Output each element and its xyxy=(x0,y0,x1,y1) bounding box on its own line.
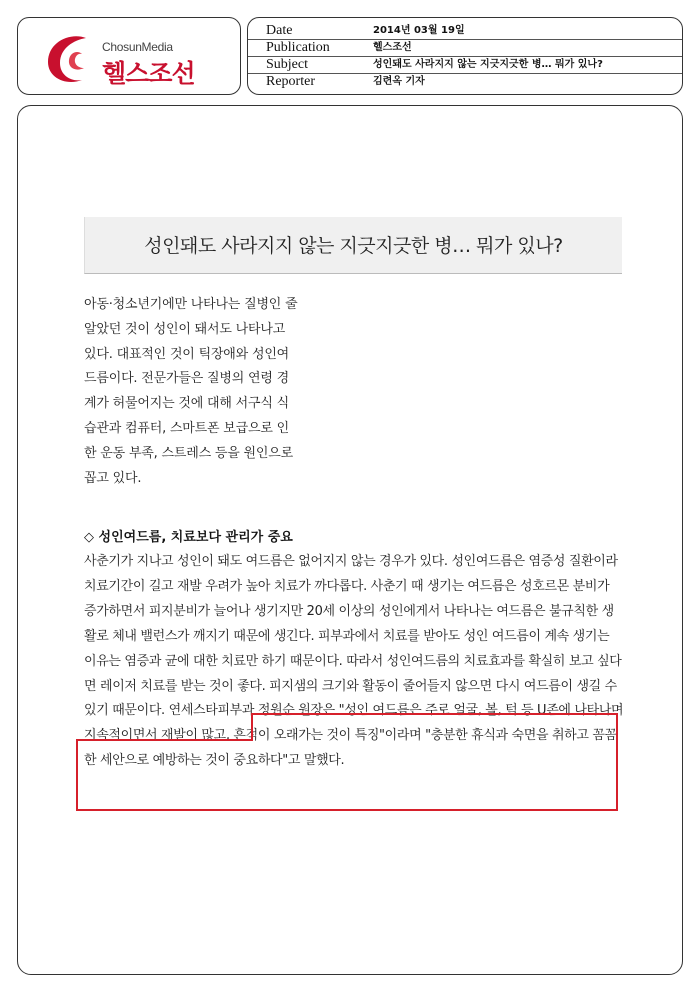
meta-row-publication xyxy=(248,39,682,57)
article-intro: 아동·청소년기에만 나타나는 질병인 줄 알았던 것이 성인이 돼서도 나타나고 있다. 대표적인 것이 틱장애와 성인여드름이다. 전문가들은 질병의 연령 경계가 허물어지는 것에 대해 서구식 식습관과 컴퓨터, 스마트폰 보급으로 인한 운동 부족, 스트레스 등을 원인으로 꼽고 있다. xyxy=(84,297,298,486)
meta-value: 2014년 03월 19일 xyxy=(373,25,465,36)
article-body xyxy=(84,550,624,774)
logo-brand-ko: 헬스조선 xyxy=(102,59,195,88)
headline-text: 성인돼도 사라지지 않는 지긋지긋한 병… 뭐가 있나? xyxy=(144,235,563,257)
article-metadata-table xyxy=(247,17,683,95)
meta-row-date xyxy=(248,22,682,40)
article-headline xyxy=(84,217,622,274)
meta-label: Date xyxy=(266,23,293,38)
section-heading: ◇ 성인여드름, 치료보다 관리가 중요 xyxy=(84,530,293,545)
meta-row-reporter xyxy=(248,73,682,90)
logo-brand-en: ChosunMedia xyxy=(102,40,173,54)
meta-label: Publication xyxy=(266,40,330,55)
meta-row-subject xyxy=(248,56,682,74)
chosun-swoosh-icon xyxy=(42,32,100,86)
meta-label: Reporter xyxy=(266,74,315,89)
meta-value: 헬스조선 xyxy=(373,42,412,53)
body-main-text: 사춘기가 지나고 성인이 돼도 여드름은 없어지지 않는 경우가 있다. 성인여드름은 염증성 질환이라 치료기간이 길고 재발 우려가 높아 치료가 까다롭다. 사춘기 때 생기는 여드름은 성호르몬 분비가 증가하면서 피지분비가 늘어나 생기지만 20세 이상의 성인에게서 나타나는 여드름은 불규칙한 생활로 체내 밸런스가 깨지기 때문에 생긴다. 피부과에서 치료를 받아도 성인 여드름이 계속 생기는 이유는 염증과 균에 대한 치료만 하기 때문이다. 따라서 성인여드름의 치료효과를 확실히 보고 싶다면 레이저 치료를 받는 것이 좋다. 피지샘의 크기와 활동이 줄어들지 않으면 다시 여드름이 생길 수 있기 때문이다. xyxy=(84,554,622,719)
meta-value: 성인돼도 사라지지 않는 지긋지긋한 병… 뭐가 있나? xyxy=(373,59,603,70)
meta-value: 김련옥 기자 xyxy=(373,76,425,87)
meta-label: Subject xyxy=(266,57,308,72)
body-quote-text: 연세스타피부과 정원순 원장은 "성인 여드름은 주로 얼굴, 볼, 턱 등 U존에 나타나며 지속적이면서 재발이 많고, 흔적이 오래가는 것이 특징"이라며 "충분한 휴식과 숙면을 취하고 꼼꼼한 세안으로 예방하는 것이 중요하다"고 말했다. xyxy=(84,703,624,769)
publisher-logo xyxy=(17,17,241,95)
